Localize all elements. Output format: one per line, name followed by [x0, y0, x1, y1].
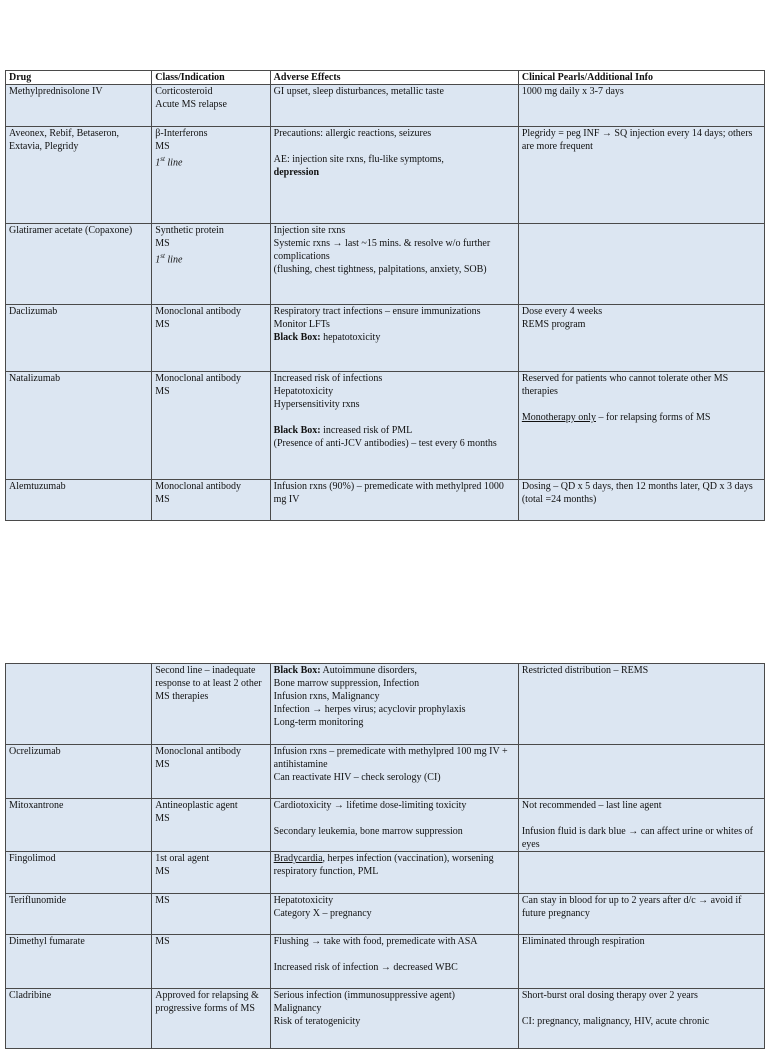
- cell-class: β-Interferons MS 1st line: [152, 127, 270, 224]
- cell-drug: Methylprednisolone IV: [6, 85, 152, 127]
- cell-drug: Alemtuzumab: [6, 480, 152, 521]
- table-row: [6, 745, 765, 799]
- cell-pearls: Eliminated through respiration: [518, 935, 764, 989]
- cell-pearls: Short-burst oral dosing therapy over 2 years CI: pregnancy, malignancy, HIV, acute chronic: [518, 989, 764, 1049]
- cell-pearls: Dose every 4 weeks REMS program: [518, 305, 764, 372]
- cell-drug: Cladribine: [6, 989, 152, 1049]
- cell-effects: Serious infection (immunosuppressive agent) Malignancy Risk of teratogenicity: [270, 989, 518, 1049]
- cell-effects: Injection site rxns Systemic rxns → last ~15 mins. & resolve w/o further complications (flushing, chest tightness, palpitations, anxiety, SOB): [270, 224, 518, 305]
- cell-effects: Respiratory tract infections – ensure immunizations Monitor LFTs Black Box: hepatotoxicity: [270, 305, 518, 372]
- cell-effects: Hepatotoxicity Category X – pregnancy: [270, 894, 518, 935]
- column-header-drug: Drug: [6, 71, 152, 85]
- cell-class: Monoclonal antibody MS: [152, 745, 270, 799]
- cell-class: MS: [152, 935, 270, 989]
- cell-class: Approved for relapsing & progressive forms of MS: [152, 989, 270, 1049]
- cell-class: Monoclonal antibody MS: [152, 305, 270, 372]
- cell-class: Antineoplastic agent MS: [152, 799, 270, 852]
- cell-pearls: Plegridy = peg INF → SQ injection every 14 days; others are more frequent: [518, 127, 764, 224]
- cell-class: Monoclonal antibody MS: [152, 372, 270, 480]
- table-row: [6, 127, 765, 224]
- table-row: [6, 664, 765, 745]
- cell-pearls: 1000 mg daily x 3-7 days: [518, 85, 764, 127]
- drug-table-2: [5, 663, 765, 1049]
- table-row: [6, 85, 765, 127]
- cell-effects: GI upset, sleep disturbances, metallic taste: [270, 85, 518, 127]
- cell-effects: Infusion rxns – premedicate with methylpred 100 mg IV + antihistamine Can reactivate HIV – check serology (CI): [270, 745, 518, 799]
- cell-class: Corticosteroid Acute MS relapse: [152, 85, 270, 127]
- table-row: [6, 799, 765, 852]
- cell-pearls: Can stay in blood for up to 2 years after d/c → avoid if future pregnancy: [518, 894, 764, 935]
- column-header-class: Class/Indication: [152, 71, 270, 85]
- cell-class: MS: [152, 894, 270, 935]
- cell-class: Second line – inadequate response to at least 2 other MS therapies: [152, 664, 270, 745]
- table-header-row: [6, 71, 765, 85]
- cell-effects: Increased risk of infections Hepatotoxicity Hypersensitivity rxns Black Box: increased risk of PML (Presence of anti-JCV antibodies) – test every 6 months: [270, 372, 518, 480]
- cell-effects: Flushing → take with food, premedicate with ASA Increased risk of infection → decreased WBC: [270, 935, 518, 989]
- cell-class: Monoclonal antibody MS: [152, 480, 270, 521]
- cell-effects: Precautions: allergic reactions, seizures AE: injection site rxns, flu-like symptoms, depression: [270, 127, 518, 224]
- cell-pearls: [518, 745, 764, 799]
- column-header-pearls: Clinical Pearls/Additional Info: [518, 71, 764, 85]
- cell-pearls: Dosing – QD x 5 days, then 12 months later, QD x 3 days (total =24 months): [518, 480, 764, 521]
- cell-drug: Dimethyl fumarate: [6, 935, 152, 989]
- cell-effects: Bradycardia, herpes infection (vaccination), worsening respiratory function, PML: [270, 852, 518, 894]
- cell-effects: Infusion rxns (90%) – premedicate with methylpred 1000 mg IV: [270, 480, 518, 521]
- cell-drug: Daclizumab: [6, 305, 152, 372]
- cell-effects: Cardiotoxicity → lifetime dose-limiting toxicity Secondary leukemia, bone marrow suppression: [270, 799, 518, 852]
- cell-drug: Teriflunomide: [6, 894, 152, 935]
- table-row: [6, 224, 765, 305]
- cell-drug: Mitoxantrone: [6, 799, 152, 852]
- table-row: [6, 372, 765, 480]
- cell-drug: Aveonex, Rebif, Betaseron, Extavia, Plegridy: [6, 127, 152, 224]
- cell-pearls: Not recommended – last line agent Infusion fluid is dark blue → can affect urine or whites of eyes: [518, 799, 764, 852]
- cell-drug: Ocrelizumab: [6, 745, 152, 799]
- table-row: [6, 935, 765, 989]
- cell-pearls: Restricted distribution – REMS: [518, 664, 764, 745]
- cell-class: 1st oral agent MS: [152, 852, 270, 894]
- table-row: [6, 852, 765, 894]
- cell-pearls: [518, 852, 764, 894]
- cell-drug: [6, 664, 152, 745]
- table-row: [6, 989, 765, 1049]
- cell-drug: Glatiramer acetate (Copaxone): [6, 224, 152, 305]
- drug-table-1: [5, 70, 765, 521]
- cell-class: Synthetic protein MS 1st line: [152, 224, 270, 305]
- cell-effects: Black Box: Autoimmune disorders, Bone marrow suppression, Infection Infusion rxns, Malignancy Infection → herpes virus; acyclovir prophylaxis Long-term monitoring: [270, 664, 518, 745]
- column-header-effects: Adverse Effects: [270, 71, 518, 85]
- table-row: [6, 305, 765, 372]
- cell-drug: Natalizumab: [6, 372, 152, 480]
- cell-drug: Fingolimod: [6, 852, 152, 894]
- cell-pearls: Reserved for patients who cannot tolerate other MS therapies Monotherapy only – for relapsing forms of MS: [518, 372, 764, 480]
- cell-pearls: [518, 224, 764, 305]
- table-row: [6, 894, 765, 935]
- table-row: [6, 480, 765, 521]
